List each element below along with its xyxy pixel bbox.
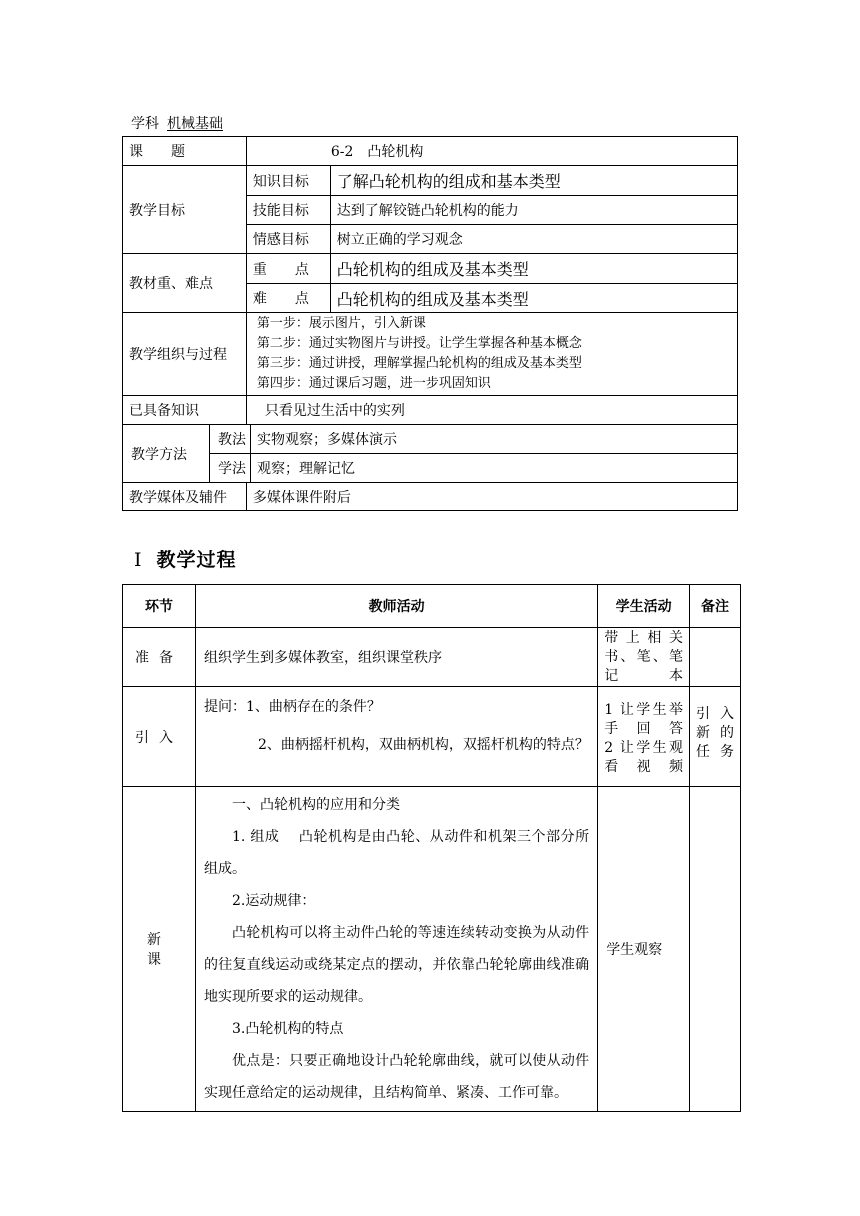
column-header: 环节 [123,585,196,628]
method-label: 教学方法 [123,425,210,482]
subject-line [131,114,231,134]
section-heading [134,545,237,572]
keypoint-value: 凸轮机构的组成及基本类型 [330,254,737,284]
goal-row [123,166,738,196]
student-line: 1 让学生举手回答 [604,702,684,737]
section-title: 教学过程 [156,549,237,571]
section-numeral: Ⅰ [134,549,143,571]
step-item: 第二步：通过实物图片与讲授。让学生掌握各种基本概念 [256,336,582,351]
goal-value: 树立正确的学习观念 [330,225,737,254]
question-line: 提问：1、曲柄存在的条件？ [203,698,381,715]
goals-label: 教学目标 [123,166,247,254]
keypoint-value: 凸轮机构的组成及基本类型 [330,284,737,313]
lesson-heading: 一、凸轮机构的应用和分类 [231,797,400,813]
note-cell [690,628,741,687]
column-header: 备注 [690,585,741,628]
table-row [123,628,741,687]
student-activity: 学生观察 [598,787,690,1112]
process-label: 教学组织与过程 [123,313,247,396]
note-cell [690,787,741,1112]
phase-cell: 引入 [123,687,196,787]
note-cell: 引入新的任务 [690,687,741,787]
media-label: 教学媒体及辅件 [123,483,247,511]
method-kind: 教法 [210,425,251,453]
lesson-plan-table [122,136,738,511]
lesson-subheading: 3.凸轮机构的特点 [231,1021,344,1037]
step-item: 第四步：通过课后习题，进一步巩固知识 [256,376,491,391]
lesson-paragraph: 优点是：只要正确地设计凸轮轮廓曲线，就可以使从动件实现任意给定的运动规律，且结构简单、紧凑、工作可靠。 [203,1053,590,1101]
phase-cell: 新 课 [123,787,196,1112]
teaching-process-table [122,584,741,1112]
phase-cell: 准备 [123,628,196,687]
step-item: 第三步：通过讲授，理解掌握凸轮机构的组成及基本类型 [256,356,582,371]
keypoint-label: 重 点 [246,254,330,284]
teacher-activity: 组织学生到多媒体教室，组织课堂秩序 [195,628,597,687]
prior-value: 只看见过生活中的实列 [246,396,737,425]
media-row [123,483,738,511]
teacher-activity [195,687,597,787]
subject-value: 机械基础 [167,116,223,132]
goal-label: 技能目标 [246,196,330,225]
goal-label: 知识目标 [246,166,330,196]
goal-value: 了解凸轮机构的组成和基本类型 [330,166,737,196]
process-row [123,313,738,396]
lesson-paragraph: 1. 组成 凸轮机构是由凸轮、从动件和机架三个部分所组成。 [203,829,590,877]
column-header: 学生活动 [598,585,690,628]
keypoint-row [123,254,738,284]
method-kind: 学法 [210,454,251,482]
table-row [123,787,741,1112]
prior-label: 已具备知识 [123,396,247,425]
student-line: 2 让学生观看视频 [604,740,684,775]
lesson-paragraph: 凸轮机构可以将主动件凸轮的等速连续转动变换为从动件的往复直线运动或绕某定点的摆动，并依靠凸轮轮廓曲线准确地实现所要求的运动规律。 [203,925,590,1005]
topic-row [123,137,738,166]
teacher-activity [195,787,597,1112]
subject-label: 学科 [131,116,159,132]
step-item: 第一步：展示图片，引入新课 [256,316,426,331]
table-row [123,687,741,787]
lesson-subheading: 2.运动规律： [231,893,316,909]
method-row [123,425,738,483]
student-activity [598,687,690,787]
goal-label: 情感目标 [246,225,330,254]
topic-label: 课 题 [123,137,247,166]
student-activity: 带上相关书、笔、笔记本 [598,628,690,687]
method-value: 观察；理解记忆 [257,461,355,477]
media-value: 多媒体课件附后 [246,483,737,511]
method-value: 实物观察；多媒体演示 [257,432,397,448]
process-steps [246,313,737,396]
goal-value: 达到了解铰链凸轮机构的能力 [330,196,737,225]
keypoint-label: 难 点 [246,284,330,313]
keypoints-label: 教材重、难点 [123,254,247,313]
topic-value: 6-2 凸轮机构 [246,137,737,166]
prior-knowledge-row [123,396,738,425]
header-row [123,585,741,628]
column-header: 教师活动 [195,585,597,628]
question-line: 2、曲柄摇杆机构，双曲柄机构，双摇杆机构的特点？ [257,736,589,753]
